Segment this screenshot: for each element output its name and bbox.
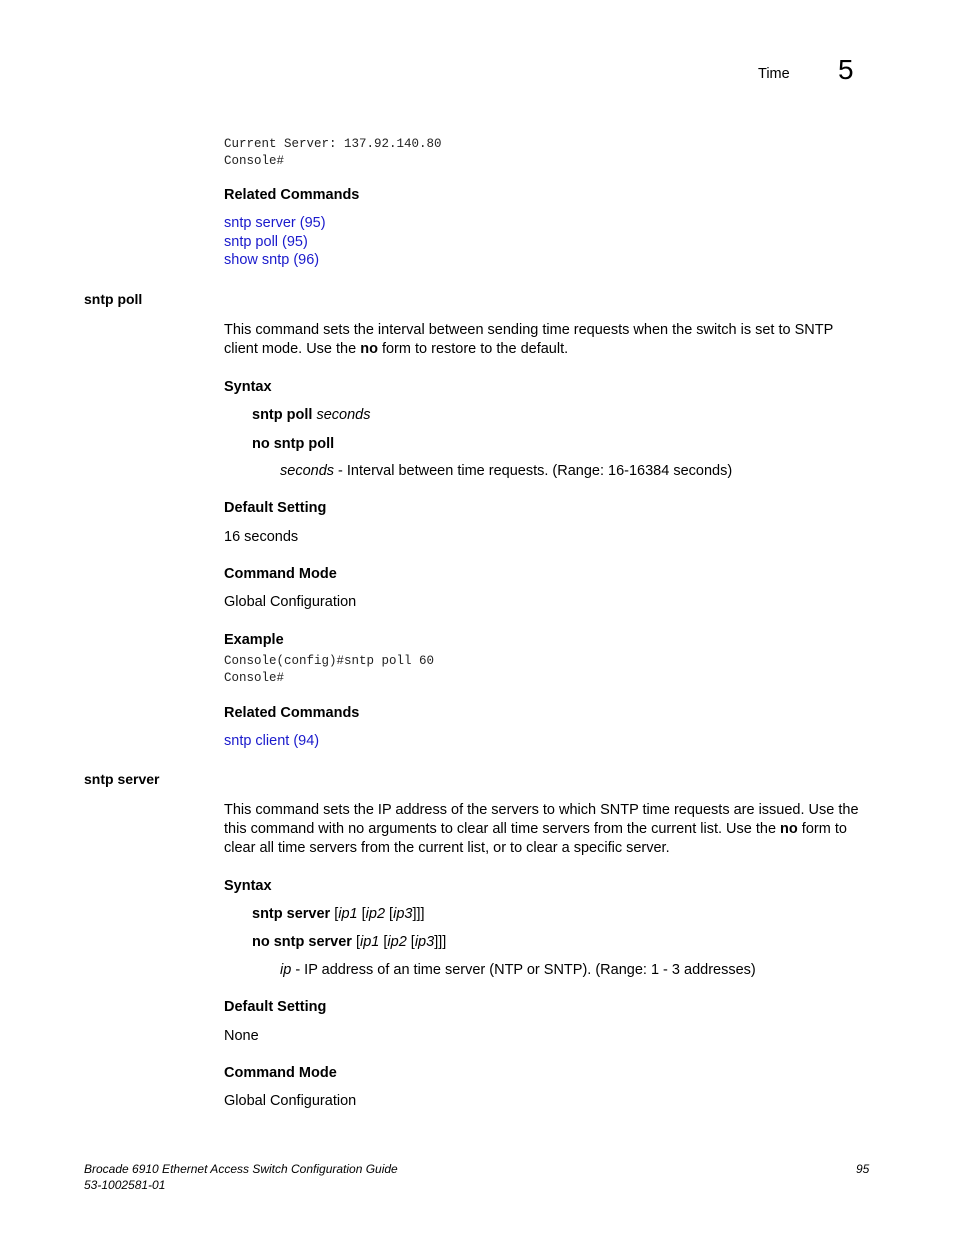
description-line xyxy=(224,340,833,359)
description xyxy=(224,801,859,858)
default-setting-heading: Default Setting xyxy=(224,999,327,1015)
command: sntp server xyxy=(252,906,331,922)
bracket: [ xyxy=(357,906,366,922)
description-line: This command sets the IP address of the servers to which SNTP time requests are issued. Use the xyxy=(224,802,859,818)
doc-number: 53-1002581-01 xyxy=(84,1178,166,1192)
parameter-name: ip xyxy=(280,962,292,978)
default-setting-heading: Default Setting xyxy=(224,500,327,516)
code-example xyxy=(224,136,442,170)
parameter-text: - IP address of an time server (NTP or SNTP). (Range: 1 - 3 addresses) xyxy=(291,962,756,978)
description-line: This command sets the interval between sending time requests when the switch is set to SNTP xyxy=(224,322,834,338)
text: this command with no arguments to clear all time servers from the current list. Use the xyxy=(224,821,781,837)
default-setting-value: None xyxy=(224,1028,259,1044)
syntax-line xyxy=(252,905,425,924)
text: form to restore to the default. xyxy=(377,341,569,357)
parameter-text: - Interval between time requests. (Range: 16-16384 seconds) xyxy=(334,463,733,479)
section-title-sntp-server: sntp server xyxy=(84,771,160,787)
bracket: [ xyxy=(385,906,394,922)
bracket: ]]] xyxy=(434,934,447,950)
command: no sntp server xyxy=(252,934,352,950)
syntax-line-no xyxy=(252,933,446,952)
related-commands-heading: Related Commands xyxy=(224,705,360,721)
syntax-line xyxy=(252,406,370,425)
parameter: ip2 xyxy=(387,934,407,950)
command: sntp poll xyxy=(252,407,313,423)
syntax-line-no: no sntp poll xyxy=(252,436,335,452)
parameter: seconds xyxy=(316,407,371,423)
code-example xyxy=(224,653,434,687)
parameter-description xyxy=(280,462,732,481)
command-mode-heading: Command Mode xyxy=(224,566,337,582)
default-setting-value: 16 seconds xyxy=(224,529,299,545)
code-line: Console# xyxy=(224,154,285,168)
chapter-title: Time xyxy=(758,66,790,82)
description xyxy=(224,321,833,359)
command-mode-value: Global Configuration xyxy=(224,1093,357,1109)
link-sntp-client[interactable]: sntp client (94) xyxy=(224,733,320,749)
link-sntp-poll[interactable]: sntp poll (95) xyxy=(224,233,308,250)
parameter: ip3 xyxy=(393,906,413,922)
bracket: [ xyxy=(406,934,415,950)
bracket: [ xyxy=(330,906,339,922)
example-heading: Example xyxy=(224,632,284,648)
keyword-no: no xyxy=(780,821,798,837)
bracket: ]]] xyxy=(412,906,425,922)
parameter-description xyxy=(280,961,756,980)
code-line: Console# xyxy=(224,671,285,685)
description-line xyxy=(224,820,859,839)
parameter-name: seconds xyxy=(280,463,335,479)
bracket: [ xyxy=(379,934,388,950)
related-commands-list xyxy=(224,214,326,270)
link-sntp-server[interactable]: sntp server (95) xyxy=(224,215,326,231)
footer-doc-info xyxy=(84,1161,398,1193)
parameter: ip2 xyxy=(365,906,386,922)
parameter: ip3 xyxy=(414,934,435,950)
code-line: Console(config)#sntp poll 60 xyxy=(224,654,435,668)
keyword-no: no xyxy=(360,341,378,357)
related-commands-list xyxy=(224,732,319,751)
text: client mode. Use the xyxy=(224,341,361,357)
description-line: clear all time servers from the current list, or to clear a specific server. xyxy=(224,840,670,856)
doc-title: Brocade 6910 Ethernet Access Switch Configuration Guide xyxy=(84,1162,398,1176)
command-mode-heading: Command Mode xyxy=(224,1065,337,1081)
parameter: ip1 xyxy=(338,906,358,922)
section-title-sntp-poll: sntp poll xyxy=(84,291,143,307)
syntax-heading: Syntax xyxy=(224,878,272,894)
bracket: [ xyxy=(351,934,360,950)
chapter-number: 5 xyxy=(838,54,854,85)
syntax-heading: Syntax xyxy=(224,379,272,395)
link-show-sntp[interactable]: show sntp (96) xyxy=(224,252,320,268)
code-line: Current Server: 137.92.140.80 xyxy=(224,137,442,151)
text: form to xyxy=(797,821,847,837)
command-mode-value: Global Configuration xyxy=(224,594,357,610)
page-number: 95 xyxy=(856,1162,870,1176)
parameter: ip1 xyxy=(359,934,380,950)
related-commands-heading: Related Commands xyxy=(224,187,360,203)
